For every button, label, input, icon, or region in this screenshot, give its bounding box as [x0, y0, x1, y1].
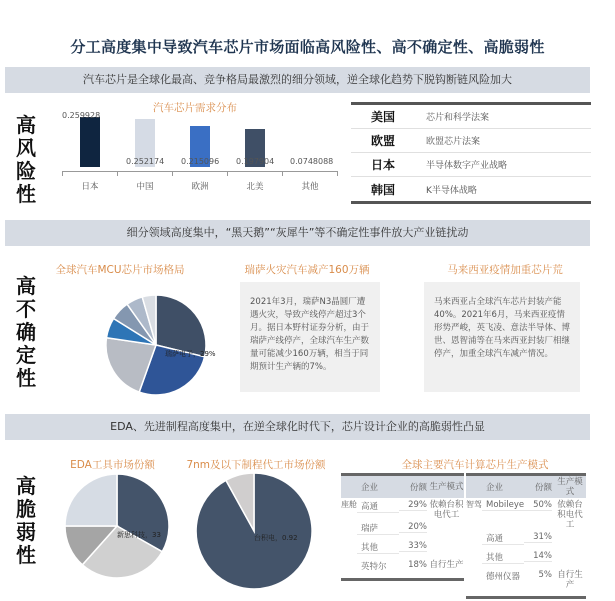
group-label: 智驾 [466, 500, 482, 509]
axis-tick [337, 171, 338, 176]
bar-japan [80, 117, 100, 167]
header-company: 企业 [486, 483, 504, 493]
policy-country: 日本 [371, 158, 396, 172]
bar-value-europe: 0.215096 [181, 157, 220, 166]
renesas-textbox: 2021年3月，瑞萨N3晶圆厂遭遇火灾，导致产线停产超过3个月。据日本野村证券分析，由于瑞萨产线停产，全球汽车生产数量可能减少160万辆，相当于同期预计生产辆的7%。 [240, 282, 380, 392]
category-north-america: 北美 [246, 182, 264, 192]
foundry-pie-chart [193, 470, 315, 592]
company-cell: 高通 [482, 532, 524, 545]
company-cell: 其他 [357, 541, 399, 554]
category-japan: 日本 [81, 182, 99, 192]
axis-tick [62, 171, 63, 176]
table-row [341, 498, 464, 520]
policy-table [351, 102, 591, 204]
production-table-title: 全球主要汽车计算芯片生产模式 [401, 459, 549, 471]
header-share: 份额 [534, 483, 552, 493]
bar-value-other: 0.0748088 [290, 157, 334, 166]
section1-side-label: 高风险性 [16, 113, 36, 206]
foundry-pie-label: 台积电，0.92 [254, 534, 298, 542]
axis-tick [172, 171, 173, 176]
share-cell: 50% [524, 500, 552, 511]
header-mode: 生产模式 [557, 477, 583, 497]
policy-row [351, 153, 591, 177]
company-cell: 英特尔 [361, 562, 387, 572]
mode-cell: 自行生产 [557, 570, 583, 590]
share-cell: 33% [399, 541, 427, 552]
header-mode: 生产模式 [429, 482, 464, 492]
bar-value-china: 0.252174 [126, 157, 165, 166]
share-cell: 29% [399, 500, 427, 511]
table-row [466, 530, 586, 549]
foundry-chart-title: 7nm及以下制程代工市场份额 [186, 459, 326, 471]
company-cell: 瑞萨 [357, 522, 399, 535]
eda-pie-label: 新思科技，33 [117, 531, 161, 539]
table-row [341, 539, 464, 558]
axis-tick [282, 171, 283, 176]
table-row [466, 568, 586, 596]
mcu-pie-chart [100, 290, 215, 400]
policy-country: 美国 [371, 110, 396, 124]
company-cell: 高通 [357, 500, 399, 513]
category-china: 中国 [136, 182, 154, 192]
share-cell: 14% [524, 551, 552, 562]
category-other: 其他 [301, 182, 319, 192]
policy-row [351, 129, 591, 153]
company-cell: 德州仪器 [486, 572, 521, 582]
section3-banner: EDA、先进制程高度集中，在逆全球化时代下，芯片设计企业的高脆弱性凸显 [5, 414, 590, 440]
company-cell: Mobileye [482, 500, 524, 511]
x-axis [62, 171, 337, 172]
bar-value-japan: 0.259928 [62, 111, 101, 120]
table-row [466, 549, 586, 568]
policy-country: 韩国 [371, 182, 396, 197]
section2-side-label: 高不确定性 [16, 274, 36, 390]
adas-table [466, 473, 586, 599]
demand-bar-chart [60, 100, 340, 200]
mode-cell: 自行生产 [429, 560, 464, 570]
company-cell: 其他 [482, 551, 524, 564]
malaysia-textbox: 马来西亚占全球汽车芯片封装产能40%。2021年6月，马来西亚疫情形势严峻，英飞凌、意法半导体、博世、恩智浦等在马来西亚封装厂相继停产，加重全球汽车减产情况。 [424, 282, 580, 392]
page-title: 分工高度集中导致汽车芯片市场面临高风险性、高不确定性、高脆弱性 [70, 38, 545, 56]
axis-tick [227, 171, 228, 176]
eda-pie-chart [60, 472, 175, 582]
share-cell: 31% [524, 532, 552, 543]
policy-row [351, 105, 591, 129]
group-label: 座舱 [341, 500, 357, 509]
malaysia-title: 马来西亚疫情加重芯片荒 [447, 264, 563, 276]
bar-value-north-america: 0.197904 [236, 157, 275, 166]
table-header [466, 476, 586, 498]
share-cell: 5% [538, 570, 552, 580]
mcu-pie-label: 瑞萨电子，29% [165, 350, 216, 358]
axis-tick [117, 171, 118, 176]
policy-country: 欧盟 [371, 134, 396, 148]
share-cell: 18% [408, 560, 427, 570]
section1-banner: 汽车芯片是全球化最高、竞争格局最激烈的细分领域，逆全球化趋势下脱钩断链风险加大 [5, 67, 590, 93]
header-company: 企业 [361, 483, 379, 493]
share-cell: 20% [399, 522, 427, 533]
eda-chart-title: EDA工具市场份额 [70, 459, 155, 471]
policy-act: 半导体数字产业战略 [426, 161, 508, 171]
demand-chart-title: 汽车芯片需求分布 [153, 102, 237, 114]
policy-act: K半导体战略 [426, 185, 477, 196]
table-row [466, 498, 586, 530]
table-row [341, 558, 464, 578]
policy-row [351, 177, 591, 201]
cockpit-table [341, 473, 464, 581]
mcu-chart-title: 全球汽车MCU芯片市场格局 [55, 264, 185, 276]
policy-act: 欧盟芯片法案 [426, 137, 481, 147]
mode-cell: 依赖台积电代工 [557, 500, 583, 530]
section2-banner: 细分领域高度集中，“黑天鹅”“灰犀牛”等不确定性事件放大产业链扰动 [5, 220, 590, 246]
policy-act: 芯片和科学法案 [426, 113, 490, 123]
table-row [341, 520, 464, 539]
section3-side-label: 高脆弱性 [16, 474, 36, 567]
mode-cell: 依赖台积电代工 [429, 500, 464, 520]
renesas-title: 瑞萨火灾汽车减产160万辆 [244, 264, 370, 276]
table-header [341, 476, 464, 498]
header-share: 份额 [409, 483, 427, 493]
category-europe: 欧洲 [191, 182, 209, 192]
